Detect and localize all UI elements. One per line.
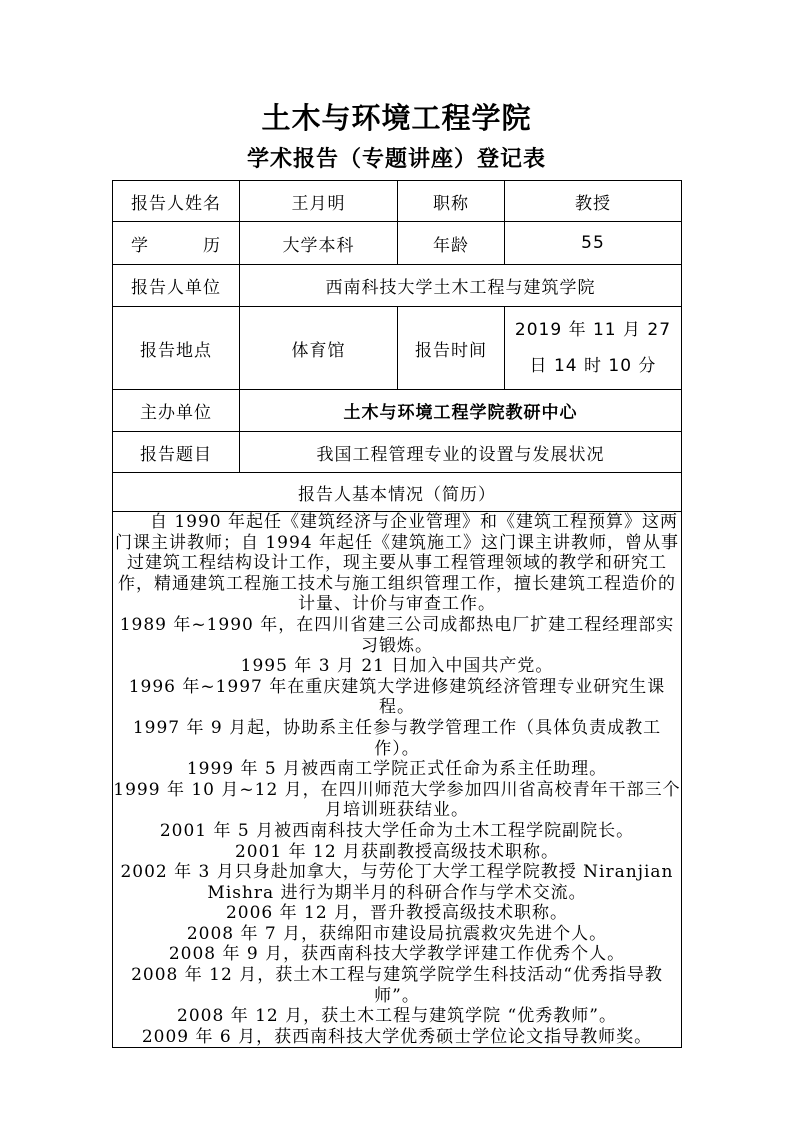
bio-line: 2001 年 12 月获副教授高级技术职称。 [234,841,560,862]
time-value [505,307,682,390]
bio-line: 1999 年 5 月被西南工学院正式任命为系主任助理。 [186,759,608,780]
bio-line: 2002 年 3 月只身赴加拿大，与劳伦丁大学工程学院教授 Niranjian Mishra 进行为期半月的科研合作与学术交流。 [120,862,674,903]
bio-content [113,512,682,1048]
host-label: 主办单位 [113,390,240,432]
bio-line: 2008 年 7 月，获绵阳市建设局抗震救灾先进个人。 [186,923,608,944]
education-value: 大学本科 [240,222,398,265]
bio-line: 2008 年 12 月，获土木工程与建筑学院 “优秀教师”。 [177,1006,617,1027]
bio-line: 2006 年 12 月，晋升教授高级技术职称。 [225,903,569,924]
page-title: 土木与环境工程学院 [261,101,532,135]
row-location-time [113,307,682,390]
title-label: 职称 [398,181,505,222]
row-unit [113,265,682,307]
education-label [113,222,240,265]
time-label: 报告时间 [398,307,505,390]
title-value: 教授 [505,181,682,222]
time-line-2: 日 14 时 10 分 [529,356,657,376]
location-value: 体育馆 [240,307,398,390]
row-bio-heading [113,473,682,512]
registration-table [112,180,682,1048]
topic-label: 报告题目 [113,432,240,473]
row-bio [113,512,682,1048]
row-education [113,222,682,265]
unit-value: 西南科技大学土木工程与建筑学院 [240,265,682,307]
location-label: 报告地点 [113,307,240,390]
education-label-b: 历 [203,235,221,256]
bio-line: 1989 年~1990 年，在四川省建三公司成都热电厂扩建工程经理部实习锻炼。 [119,614,675,656]
bio-line: 1995 年 3 月 21 日加入中国共产党。 [240,656,554,677]
bio-line: 2008 年 9 月，获西南科技大学教学评建工作优秀个人。 [168,944,626,965]
bio-line: 2008 年 12 月，获土木工程与建筑学院学生科技活动“优秀指导教师”。 [131,965,663,1006]
page-subtitle: 学术报告（专题讲座）登记表 [246,147,546,172]
row-name [113,181,682,222]
host-value: 土木与环境工程学院教研中心 [240,390,682,432]
topic-value: 我国工程管理专业的设置与发展状况 [240,432,682,473]
bio-line: 1996 年~1997 年在重庆建筑大学进修建筑经济管理专业研究生课程。 [128,676,666,718]
age-value: 55 [505,222,682,265]
name-label: 报告人姓名 [113,181,240,222]
row-topic [113,432,682,473]
age-label: 年龄 [398,222,505,265]
time-line-1: 2019 年 11 月 27 [514,320,672,340]
bio-line: 1999 年 10 月~12 月，在四川师范大学参加四川省高校青年干部三个月培训班获结业。 [113,779,681,821]
row-host [113,390,682,432]
unit-label: 报告人单位 [113,265,240,307]
bio-intro: 自 1990 年起任《建筑经济与企业管理》和《建筑工程预算》这两门课主讲教师；自 1994 年起任《建筑施工》这门课主讲教师，曾从事过建筑工程结构设计工作，现主要从事工程管理领域的教学和研究工作，精通建筑工程施工技术与施工组织管理工作，擅长建筑工程造价的计量、计价与审查工作。 [114,512,680,615]
education-label-a: 学 [131,235,149,256]
bio-heading: 报告人基本情况（简历） [113,473,682,512]
name-value: 王月明 [240,181,398,222]
bio-line: 2009 年 6 月，获西南科技大学优秀硕士学位论文指导教师奖。 [141,1026,653,1047]
bio-line: 1997 年 9 月起，协助系主任参与教学管理工作（具体负责成教工作）。 [132,717,662,759]
bio-line: 2001 年 5 月被西南科技大学任命为土木工程学院副院长。 [159,820,635,841]
